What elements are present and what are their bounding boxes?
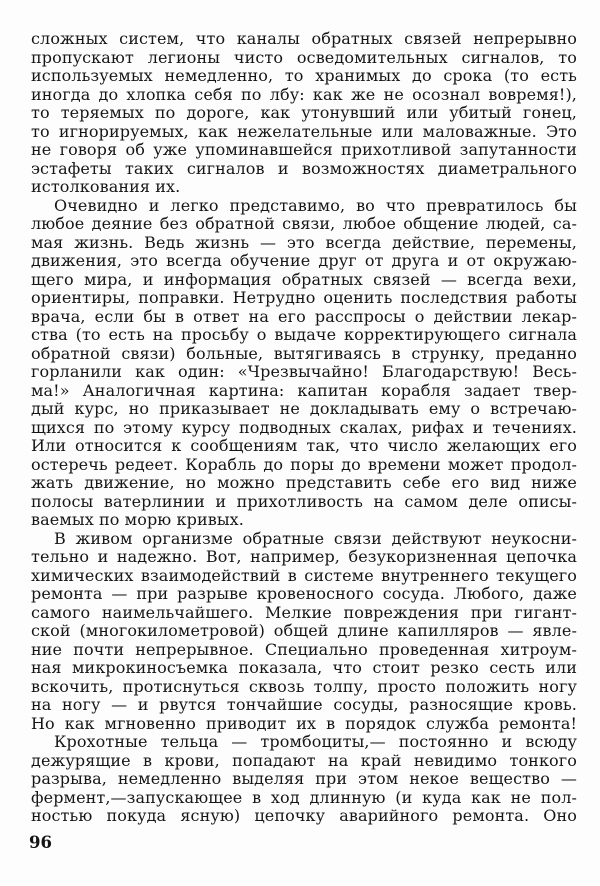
text-line: вскочить, протиснуться сквозь толпу, просто положить ногу	[31, 676, 577, 696]
text-line: ваемых по морю кривых.	[31, 510, 244, 529]
text-line: ориентиры, поправки. Нетрудно оценить последствия работы	[31, 288, 577, 307]
text-line: Крохотные тельца — тромбоциты,— постоянно и всюду	[54, 732, 577, 751]
text-line: В живом организме обратные связи действуют неукосни-	[54, 528, 577, 548]
text-line: на ногу — и рвутся тончайшие сосуды, разносящие кровь.	[31, 695, 577, 714]
text-line: ма!» Аналогичная картина: капитан корабля задает твер-	[31, 380, 577, 400]
text-line: химических взаимодействий в системе внутреннего текущего	[31, 565, 577, 585]
text-line: пропускают легионы чисто осведомительных сигналов, то	[31, 47, 577, 67]
text-line: ства (то есть на просьбу о выдаче корректирующего сигнала	[31, 325, 577, 344]
text-line: остеречь редеет. Корабль до поры до времени может продол-	[31, 454, 577, 474]
text-line: мая жизнь. Ведь жизнь — это всегда действие, перемены,	[31, 232, 577, 252]
text-line: тельно и надежно. Вот, например, безукоризненная цепочка	[31, 547, 577, 566]
text-line: обратной связи) больные, вытягиваясь в струнку, преданно	[31, 343, 577, 363]
text-line: дежурящие в крови, попадают на край невидимо тонкого	[31, 750, 577, 770]
text-line: ской (многокилометровой) общей длине капилляров — явле-	[31, 621, 577, 640]
text-line: самого наимельчайшего. Мелкие повреждения при гигант-	[31, 602, 577, 622]
text-line: движения, это всегда обучение друг от друга и от окружаю-	[31, 251, 577, 270]
text-line: используемых немедленно, то хранимых до срока (то есть	[31, 66, 577, 85]
text-line: разрыва, немедленно выделяя при этом некое вещество —	[31, 769, 577, 788]
text-line: то игнорируемых, как нежелательные или маловажные. Это	[31, 121, 577, 141]
text-line: эстафеты таких сигналов и возможностях диаметрального	[31, 158, 577, 178]
text-line: ная микрокиносъемка показала, что стоит резко сесть или	[31, 658, 577, 677]
text-line: полосы ватерлинии и прихотливость на самом деле описы-	[31, 491, 577, 511]
text-line: истолкования их.	[31, 177, 181, 196]
text-line: ностью покуда ясную) цепочку аварийного ремонта. Оно	[31, 806, 577, 825]
text-line: щихся по этому курсу подводных скалах, рифах и течениях.	[31, 417, 577, 437]
text-line: не говоря об уже упоминавшейся прихотливой запутанности	[31, 140, 577, 159]
text-line: сложных систем, что каналы обратных связей непрерывно	[31, 29, 577, 48]
text-line: иногда до хлопка себя по лбу: как же не осознал вовремя!),	[31, 84, 577, 104]
text-line: горланили как один: «Чрезвычайно! Благодарствую! Весь-	[31, 362, 577, 381]
text-line: фермент,—запускающее в ход длинную (и куда как не пол-	[31, 787, 577, 807]
page-number: 96	[29, 833, 52, 852]
text-line: то теряемых по дороге, как утонувший или убитый гонец,	[31, 103, 577, 122]
text-line: врача, если бы в ответ на его расспросы о действии лекар-	[31, 306, 577, 326]
text-line: дый курс, но приказывает не докладывать ему о встречаю-	[31, 399, 577, 418]
text-line: Очевидно и легко представимо, во что превратилось бы	[54, 195, 577, 215]
text-line: любое деяние без обратной связи, любое общение людей, са-	[31, 214, 577, 233]
body-text	[31, 30, 577, 826]
text-line: Но как мгновенно приводит их в порядок служба ремонта!	[31, 713, 577, 733]
text-line: щего мира, и информация обратных связей — всегда вехи,	[31, 269, 577, 289]
text-line: Или относится к сообщениям так, что число желающих его	[31, 436, 577, 455]
text-line: ремонта — при разрыве кровеносного сосуда. Любого, даже	[31, 584, 577, 603]
text-line: ние почти непрерывное. Специально проведенная хитроум-	[31, 639, 577, 659]
text-line: жать движение, но можно представить себе его вид ниже	[31, 473, 577, 492]
